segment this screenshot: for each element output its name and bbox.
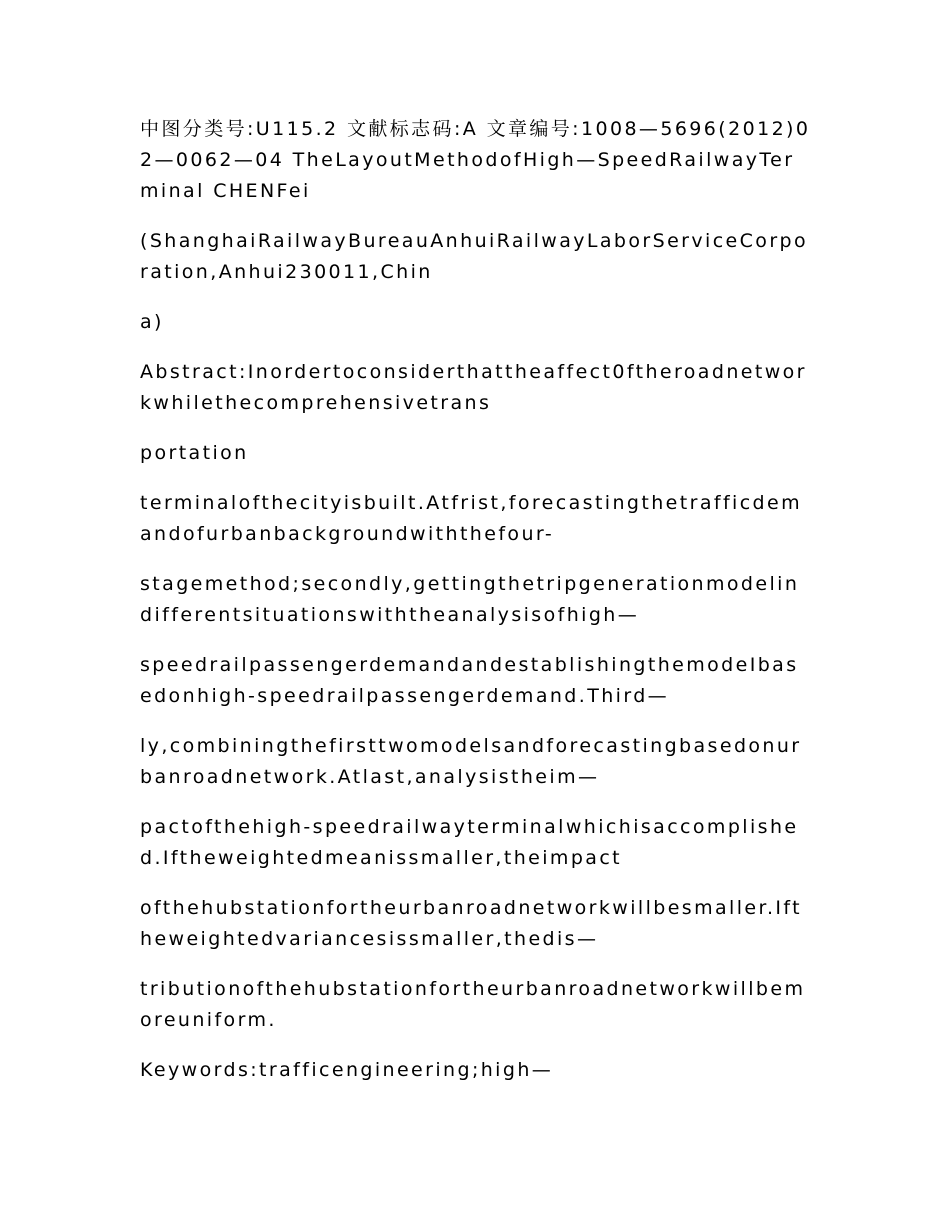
keywords-paragraph: Keywords:trafficengineering;high— xyxy=(140,1059,554,1081)
abstract-paragraph-3: terminalofthecityisbuilt.Atfrist,forecastingthetrafficdemandofurbanbackgroundwiththefour- xyxy=(140,492,803,545)
classification-header-paragraph: 中图分类号:U115.2 文献标志码:A 文章编号:1008—5696(2012)02—0062—04 TheLayoutMethodofHigh—SpeedRailwayTerminal CHENFei xyxy=(140,118,811,202)
abstract-paragraph-6: ly,combiningthefirsttwomodelsandforecastingbasedonurbanroadnetwork.Atlast,analysistheim— xyxy=(140,735,802,788)
affiliation-continuation-paragraph: a) xyxy=(140,311,164,333)
abstract-paragraph-9: tributionofthehubstationfortheurbanroadnetworkwillbemoreuniform. xyxy=(140,978,806,1031)
abstract-paragraph-7: pactofthehigh-speedrailwayterminalwhichisaccomplished.Iftheweightedmeanissmaller,theimpact xyxy=(140,816,799,869)
document-page xyxy=(140,114,812,1105)
abstract-paragraph-5: speedrailpassengerdemandandestablishingthemodeIbasedonhigh-speedrailpassengerdemand.Third— xyxy=(140,654,799,707)
abstract-paragraph-2: portation xyxy=(140,442,249,464)
abstract-paragraph-4: stagemethod;secondly,gettingthetripgenerationmodelindifferentsituationswiththeanalysisofhigh— xyxy=(140,573,800,626)
abstract-paragraph-1: Abstract:Inordertoconsiderthattheaffect0ftheroadnetworkwhilethecomprehensivetrans xyxy=(140,361,807,414)
abstract-paragraph-8: ofthehubstationfortheurbanroadnetworkwillbesmaller.Iftheweightedvariancesissmaller,thedis— xyxy=(140,897,803,950)
affiliation-paragraph: (ShanghaiRailwayBureauAnhuiRailwayLaborServiceCorporation,Anhui230011,Chin xyxy=(140,230,809,283)
